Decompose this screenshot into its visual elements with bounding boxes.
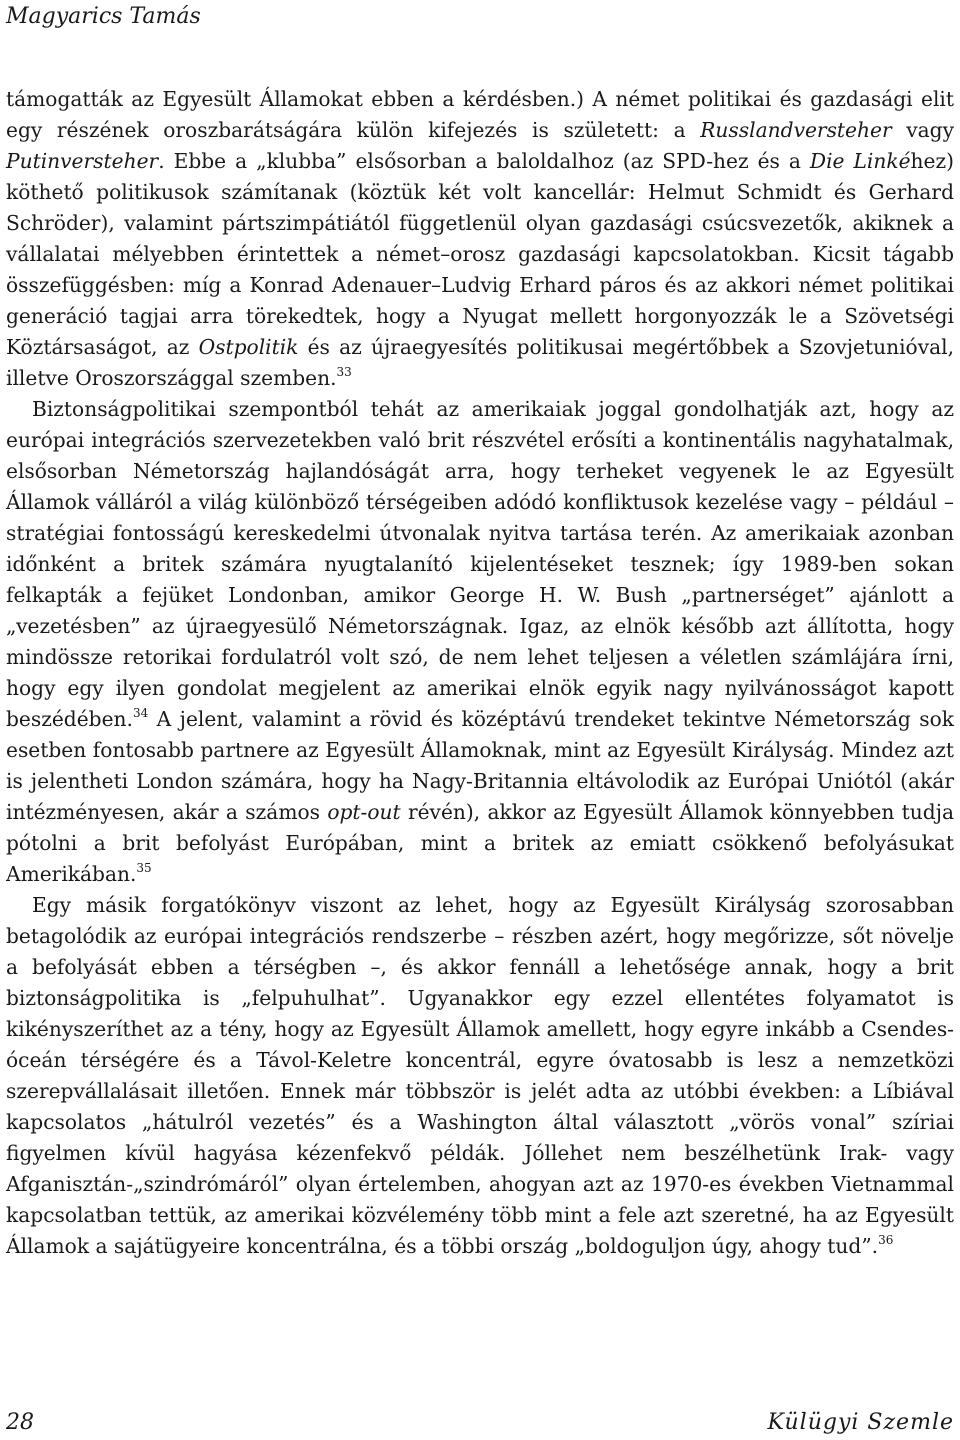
footnote-ref: 35 [136, 861, 152, 875]
text-segment: révén), akkor az Egyesült Államok könnyebben tudja pótolni a brit befolyást Európában, mint a britek az emiatt csökkenő befolyásukat Amerikában. [6, 800, 954, 886]
footnote-ref: 36 [878, 1233, 894, 1247]
italic-term: Ostpolitik [198, 335, 299, 359]
article-body [6, 84, 954, 1262]
paragraph [6, 84, 954, 394]
running-head-author: Magyarics Tamás [6, 4, 201, 29]
text-segment: támogatták az Egyesült Államokat ebben a kérdésben.) A német politikai és gazdasági elit egy részének oroszbarátságára külön kifejezés is született: a [6, 87, 954, 142]
text-segment: Biztonságpolitikai szempontból tehát az amerikaiak joggal gondolhatják azt, hogy az európai integrációs szervezetekben való brit részvétel erősíti a kontinentális nagyhatalmak, elsősorban Németország hajlandóságát arra, hogy terheket vegyenek le az Egyesült Államok válláról a világ különböző térségeiben adódó konfliktusok kezelése vagy – például – stratégiai fontosságú kereskedelmi útvonalak nyitva tartása terén. Az amerikaiak azonban időnként a britek számára nyugtalanító kijelentéseket tesznek; így 1989-ben sokan felkapták a fejüket Londonban, amikor George H. W. Bush „partnerséget” ajánlott a „vezetésben” az újraegyesülő Németországnak. Igaz, az elnök később azt állította, hogy mindössze retorikai fordulatról volt szó, de nem lehet teljesen a véletlen számlájára írni, hogy egy ilyen gondolat megjelent az amerikai elnök egyik nagy nyilvánosságot kapott beszédében. [6, 397, 954, 731]
text-segment: vagy [891, 118, 954, 142]
paragraph [6, 394, 954, 890]
italic-term: Putinversteher [6, 149, 159, 173]
text-segment: Egy másik forgatókönyv viszont az lehet, hogy az Egyesült Királyság szorosabban betagolódik az európai integrációs rendszerbe – részben azért, hogy megőrizze, sőt növelje a befolyását ebben a térségben –, és akkor fennáll a lehetősége annak, hogy a brit biztonságpolitika is „felpuhulhat”. Ugyanakkor egy ezzel ellentétes folyamatot is kikényszeríthet az a tény, hogy az Egyesült Államok amellett, hogy egyre inkább a Csendes-óceán térségére és a Távol-Keletre koncentrál, egyre óvatosabb is lesz a nemzetközi szerepvállalásait illetően. Ennek már többször is jelét adta az utóbbi években: a Líbiával kapcsolatos „hátulról vezetés” és a Washington által választott „vörös vonal” szíriai figyelmen kívül hagyása kézenfekvő példák. Jóllehet nem beszélhetünk Irak- vagy Afganisztán-„szindrómáról” olyan értelemben, ahogyan azt az 1970-es években Vietnammal kapcsolatban tettük, az amerikai közvélemény több mint a fele azt szeretné, ha az Egyesült Államok a sajátügyeire koncentrálna, és a többi ország „boldoguljon úgy, ahogy tud”. [6, 893, 954, 1258]
paragraph [6, 890, 954, 1262]
text-segment: hez) köthető politikusok számítanak (köztük két volt kancellár: Helmut Schmidt és Gerhard Schröder), valamint pártszimpátiától függetlenül olyan gazdasági csúcsvezetők, akiknek a vállalatai mélyebben érintettek a német–orosz gazdasági kapcsolatokban. Kicsit tágabb összefüggésben: míg a Konrad Adenauer–Ludvig Erhard páros és az akkori német politikai generáció tagjai arra törekedtek, hogy a Nyugat mellett horgonyozzák le a Szövetségi Köztársaságot, az [6, 149, 954, 359]
text-segment: A jelent, valamint a rövid és középtávú trendeket tekintve Németország sok esetben fontosabb partnere az Egyesült Államoknak, mint az Egyesült Királyság. Mindez azt is jelentheti London számára, hogy ha Nagy-Britannia eltávolodik az Európai Uniótól (akár intézményesen, akár a számos [6, 707, 954, 824]
journal-name: Külügyi Szemle [767, 1410, 954, 1435]
text-segment: . Ebbe a „klubba” elsősorban a baloldalhoz (az SPD-hez és a [158, 149, 810, 173]
page-number: 28 [6, 1410, 34, 1435]
italic-term: Russlandversteher [700, 118, 892, 142]
footnote-ref: 34 [132, 706, 149, 720]
text-segment: és az újraegyesítés politikusai megértőbbek a Szovjetunióval, illetve Oroszországgal szemben. [6, 335, 955, 390]
italic-term: Die Linké [809, 149, 911, 173]
footnote-ref: 33 [336, 365, 352, 379]
italic-term: opt-out [327, 800, 401, 824]
